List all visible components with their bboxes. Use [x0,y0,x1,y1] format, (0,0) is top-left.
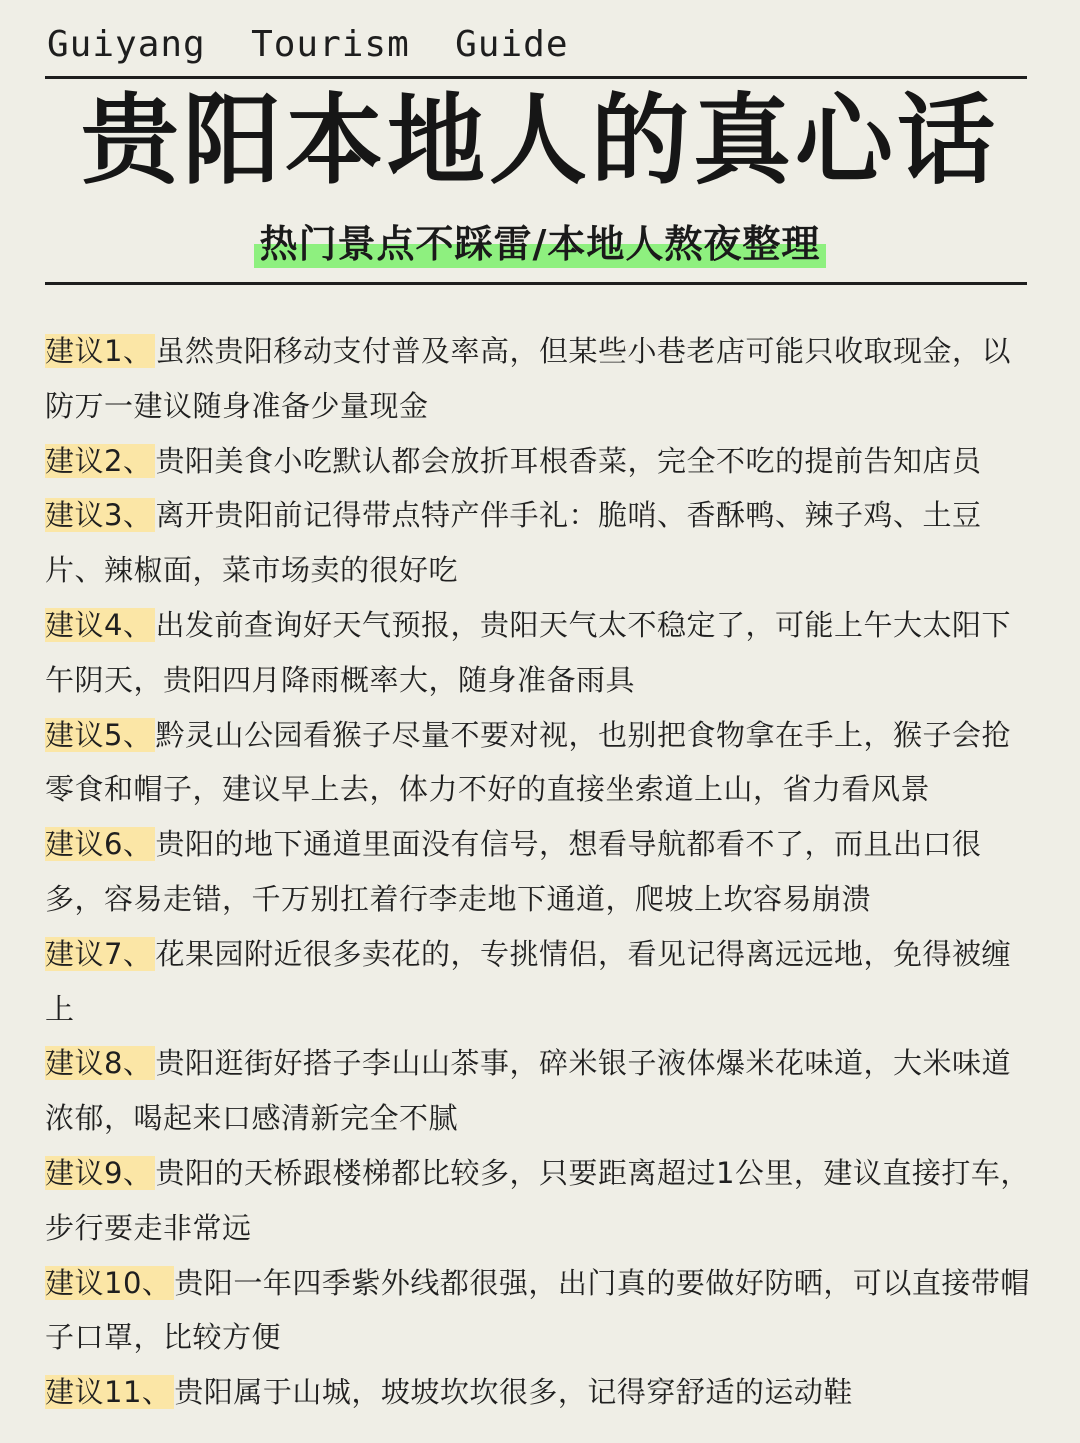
tip-item [45,434,1040,489]
page-title: 贵阳本地人的真心话 [80,84,999,198]
tip-item [45,927,1040,1037]
tip-label: 建议3、 [45,498,155,532]
tip-text: 贵阳的天桥跟楼梯都比较多，只要距离超过1公里，建议直接打车，步行要走非常远 [45,1155,1030,1245]
tip-text: 贵阳属于山城，坡坡坎坎很多，记得穿舒适的运动鞋 [174,1375,853,1410]
tips-list [45,324,1040,1420]
tip-label: 建议8、 [45,1046,155,1080]
tip-item [45,488,1040,598]
tip-item [45,1036,1040,1146]
tip-label: 建议2、 [45,444,155,478]
tip-text: 虽然贵阳移动支付普及率高，但某些小巷老店可能只收取现金，以防万一建议随身准备少量现金 [45,334,1011,423]
tip-label: 建议1、 [45,334,155,368]
tip-item [45,598,1040,708]
tip-label: 建议5、 [45,718,155,752]
subtitle-container [0,218,1080,270]
tip-item [45,324,1040,434]
tip-label: 建议10、 [45,1266,174,1300]
subtitle-text: 热门景点不踩雷/本地人熬夜整理 [259,222,821,266]
tip-text: 离开贵阳前记得带点特产伴手礼：脆哨、香酥鸭、辣子鸡、土豆片、辣椒面，菜市场卖的很好吃 [45,498,982,588]
tip-item [45,708,1040,818]
tip-text: 黔灵山公园看猴子尽量不要对视，也别把食物拿在手上，猴子会抢零食和帽子，建议早上去，体力不好的直接坐索道上山，省力看风景 [45,717,1011,807]
tip-text: 贵阳的地下通道里面没有信号，想看导航都看不了，而且出口很多，容易走错，千万别扛着行李走地下通道，爬坡上坎容易崩溃 [45,827,982,916]
tip-label: 建议6、 [45,827,155,861]
tip-label: 建议11、 [45,1375,174,1409]
tip-item [45,1256,1040,1366]
tip-text: 出发前查询好天气预报，贵阳天气太不稳定了，可能上午大太阳下午阴天，贵阳四月降雨概率大，随身准备雨具 [45,607,1011,697]
tip-text: 花果园附近很多卖花的，专挑情侣，看见记得离远远地，免得被缠上 [45,936,1011,1026]
tip-text: 贵阳逛街好搭子李山山茶事，碎米银子液体爆米花味道，大米味道浓郁，喝起来口感清新完全不腻 [45,1046,1011,1136]
tip-item [45,1146,1040,1256]
tip-label: 建议4、 [45,608,155,642]
bottom-divider [45,282,1027,285]
top-label: Guiyang Tourism Guide [47,24,569,65]
tip-item [45,817,1040,927]
top-divider [45,76,1027,79]
tip-item [45,1365,1040,1420]
tip-label: 建议7、 [45,937,155,971]
tip-text: 贵阳一年四季紫外线都很强，出门真的要做好防晒，可以直接带帽子口罩，比较方便 [45,1265,1030,1355]
tip-text: 贵阳美食小吃默认都会放折耳根香菜，完全不吃的提前告知店员 [155,443,982,478]
tip-label: 建议9、 [45,1156,155,1190]
subtitle [254,218,827,270]
